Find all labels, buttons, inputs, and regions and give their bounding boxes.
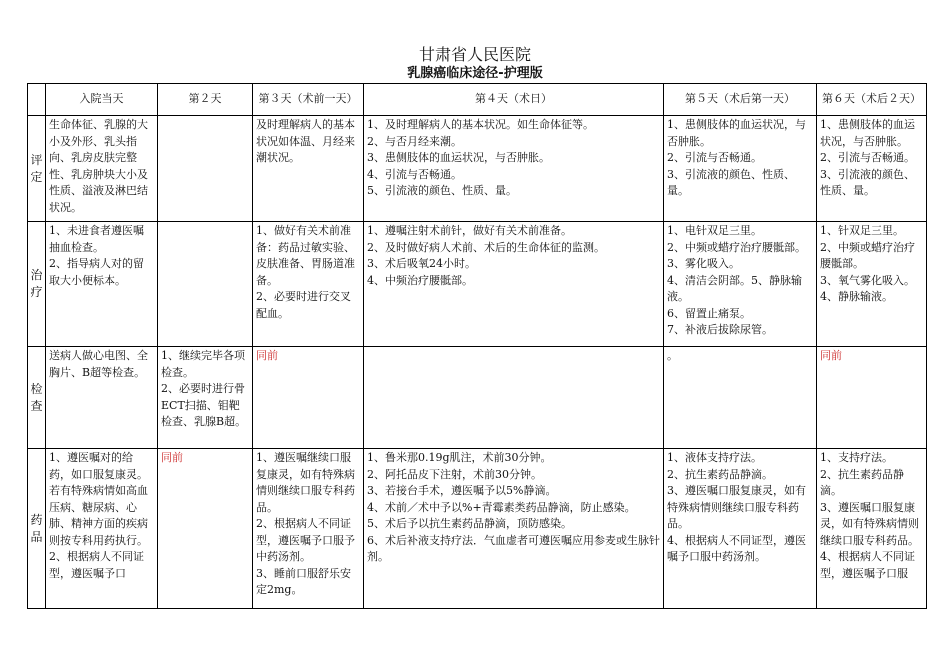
cell-line: 1、支持疗法。 <box>820 451 893 464</box>
cell-line: 5、术后予以抗生素药品静滴，顶防感染。 <box>367 517 572 530</box>
cell-line: 3、患侧肢体的血运状况，与否肿胀。 <box>367 151 550 164</box>
row-label: 评定 <box>28 116 46 222</box>
cell-line: 2、引流与否畅通。 <box>820 151 915 164</box>
table-row <box>28 449 927 609</box>
cell-line: 2、必要时进行骨ECT扫描、钼靶检查、乳腺B超。 <box>161 382 247 428</box>
cell-line: 2、根据病人不同证型，遵医嘱予口 <box>49 550 144 580</box>
table-cell <box>253 347 364 449</box>
table-cell <box>364 116 664 222</box>
column-header: 入院当天 <box>46 84 158 116</box>
cell-line: 1、继续完毕各项检查。 <box>161 349 245 379</box>
row-label: 检查 <box>28 347 46 449</box>
table-cell <box>364 222 664 347</box>
cell-line: 2、根据病人不同证型，遵医嘱予口服予中药汤剂。 <box>256 517 355 563</box>
cell-line: 4、清洁会阴部。5、静脉输液。 <box>667 273 802 303</box>
cell-line: 3、术后吸氧24小时。 <box>367 257 476 270</box>
table-body <box>28 116 927 609</box>
cell-line: 送病人做心电图、全胸片、B超等检查。 <box>49 349 148 379</box>
cell-line: 2、中频或蜡疗治疗腰骶部。 <box>820 240 915 270</box>
cell-line: 同前 <box>820 349 842 362</box>
cell-line: 1、针双足三里。 <box>820 224 904 237</box>
table-cell <box>46 222 158 347</box>
cell-line: 2、指导病人对的留取大小便标本。 <box>49 257 144 287</box>
cell-line: 1、做好有关术前准备：药品过敏实验、皮肤准备、胃肠道准备。 <box>256 224 355 287</box>
cell-line: 2、必要时进行交叉配血。 <box>256 290 351 320</box>
table-cell <box>46 347 158 449</box>
cell-line: 2、及时做好病人术前、术后的生命体征的监测。 <box>367 240 605 254</box>
cell-line: 2、阿托品皮下注射，术前30分钟。 <box>367 467 542 481</box>
cell-line: 3、引流液的颜色、性质、量。 <box>667 167 795 197</box>
table-cell <box>364 347 664 449</box>
cell-line: 2、中频或蜡疗治疗腰骶部。3、雾化吸入。 <box>667 240 806 270</box>
cell-line: 4、中频治疗腰骶部。 <box>367 273 473 287</box>
column-header: 第３天（术前一天） <box>253 84 364 116</box>
table-cell <box>158 222 253 347</box>
cell-line: 6、术后补液支持疗法．气血虚者可遵医嘱应用参麦或生脉针剂。 <box>367 533 660 563</box>
cell-line: 2、抗生素药品静滴。 <box>667 467 773 481</box>
cell-line: 2、与否月经来潮。 <box>367 134 462 148</box>
cell-line: 4、根据病人不同证型，遵医嘱予口服 <box>820 550 915 580</box>
cell-line: 同前 <box>161 451 183 464</box>
table-cell <box>364 449 664 609</box>
table-cell <box>817 222 927 347</box>
column-header <box>28 84 46 116</box>
cell-line: 1、鲁米那0.19g肌注，术前30分钟。 <box>367 451 552 464</box>
table-cell <box>46 449 158 609</box>
table-row <box>28 116 927 222</box>
table-cell <box>158 449 253 609</box>
cell-line: 1、遵嘱注射术前针，做好有关术前准备。 <box>367 224 572 237</box>
cell-line: 3、氧气雾化吸入。 <box>820 273 915 287</box>
document-subtitle: 乳腺癌临床途径-护理版 <box>407 66 543 81</box>
cell-line: 1、及时理解病人的基本状况。如生命体征等。 <box>367 118 594 131</box>
table-cell <box>253 222 364 347</box>
row-label: 治疗 <box>28 222 46 347</box>
cell-line: 2、引流与否畅通。 <box>667 151 762 164</box>
cell-line: 1、电针双足三里。 <box>667 224 762 237</box>
cell-line: 生命体征、乳腺的大小及外形、乳头指向、乳房皮肤完整性、乳房肿块大小及性质、溢液及淋巴结状况。 <box>49 118 148 214</box>
table-cell <box>158 347 253 449</box>
table-cell <box>817 347 927 449</box>
cell-line: 1、未进食者遵医嘱抽血检查。 <box>49 224 144 254</box>
table-cell <box>817 449 927 609</box>
table-cell <box>46 116 158 222</box>
column-header: 第４天（术日） <box>364 84 664 116</box>
table-cell <box>253 449 364 609</box>
column-header: 第５天（术后第一天） <box>664 84 817 116</box>
cell-line: 4、根据病人不同证型，遵医嘱予口服中药汤剂。 <box>667 533 806 563</box>
column-header: 第６天（术后２天） <box>817 84 927 116</box>
cell-line: 1、遵医嘱继续口服复康灵，如有特殊病情则继续口服专科药品。 <box>256 451 355 514</box>
cell-line: 3、引流液的颜色、性质、量。 <box>820 167 915 197</box>
cell-line: 4、引流与否畅通。 <box>367 167 462 181</box>
table-row <box>28 222 927 347</box>
column-header: 第２天 <box>158 84 253 116</box>
cell-line: 3、遵医嘱口服复康灵，如有特殊病情则继续口服专科药品。 <box>667 484 806 530</box>
cell-line: 1、患侧肢体的血运状况，与否肿胀。 <box>820 118 915 148</box>
cell-line: 2、抗生素药品静滴。 <box>820 467 904 497</box>
cell-line: 4、静脉输液。 <box>820 290 893 303</box>
cell-line: 及时理解病人的基本状况如体温、月经来潮状况。 <box>256 118 355 164</box>
cell-line: 6、留置止痛泵。 <box>667 306 751 320</box>
hospital-title: 甘肃省人民医院 <box>418 45 531 64</box>
cell-line: 7、补液后拔除尿管。 <box>667 323 773 336</box>
table-row <box>28 347 927 449</box>
cell-line: 1、遵医嘱对的给药，如口服复康灵。若有特殊病情如高血压病、糖尿病、心肺、精神方面的疾病则按专科用药执行。 <box>49 451 148 547</box>
cell-line: 1、液体支持疗法。 <box>667 451 762 464</box>
table-cell <box>664 347 817 449</box>
table-cell <box>664 116 817 222</box>
cell-line: 3、若接台手术，遵医嘱予以5%静滴。 <box>367 484 557 497</box>
cell-line: 4、术前／术中予以%+青霉素类药品静滴，防止感染。 <box>367 500 636 514</box>
header-row <box>28 84 927 116</box>
table-cell <box>158 116 253 222</box>
cell-line: 3、睡前口服舒乐安定2mg。 <box>256 566 351 596</box>
table-cell <box>664 222 817 347</box>
cell-line: 。 <box>667 349 678 362</box>
cell-line: 同前 <box>256 349 278 362</box>
cell-line: 3、遵医嘱口服复康灵，如有特殊病情则继续口服专科药品。 <box>820 500 919 547</box>
cell-line: 1、患侧肢体的血运状况，与否肿胀。 <box>667 118 806 148</box>
cell-line: 5、引流液的颜色、性质、量。 <box>367 184 517 197</box>
row-label: 药品 <box>28 449 46 609</box>
clinical-pathway-table <box>27 83 927 609</box>
table-cell <box>817 116 927 222</box>
table-cell <box>664 449 817 609</box>
table-cell <box>253 116 364 222</box>
